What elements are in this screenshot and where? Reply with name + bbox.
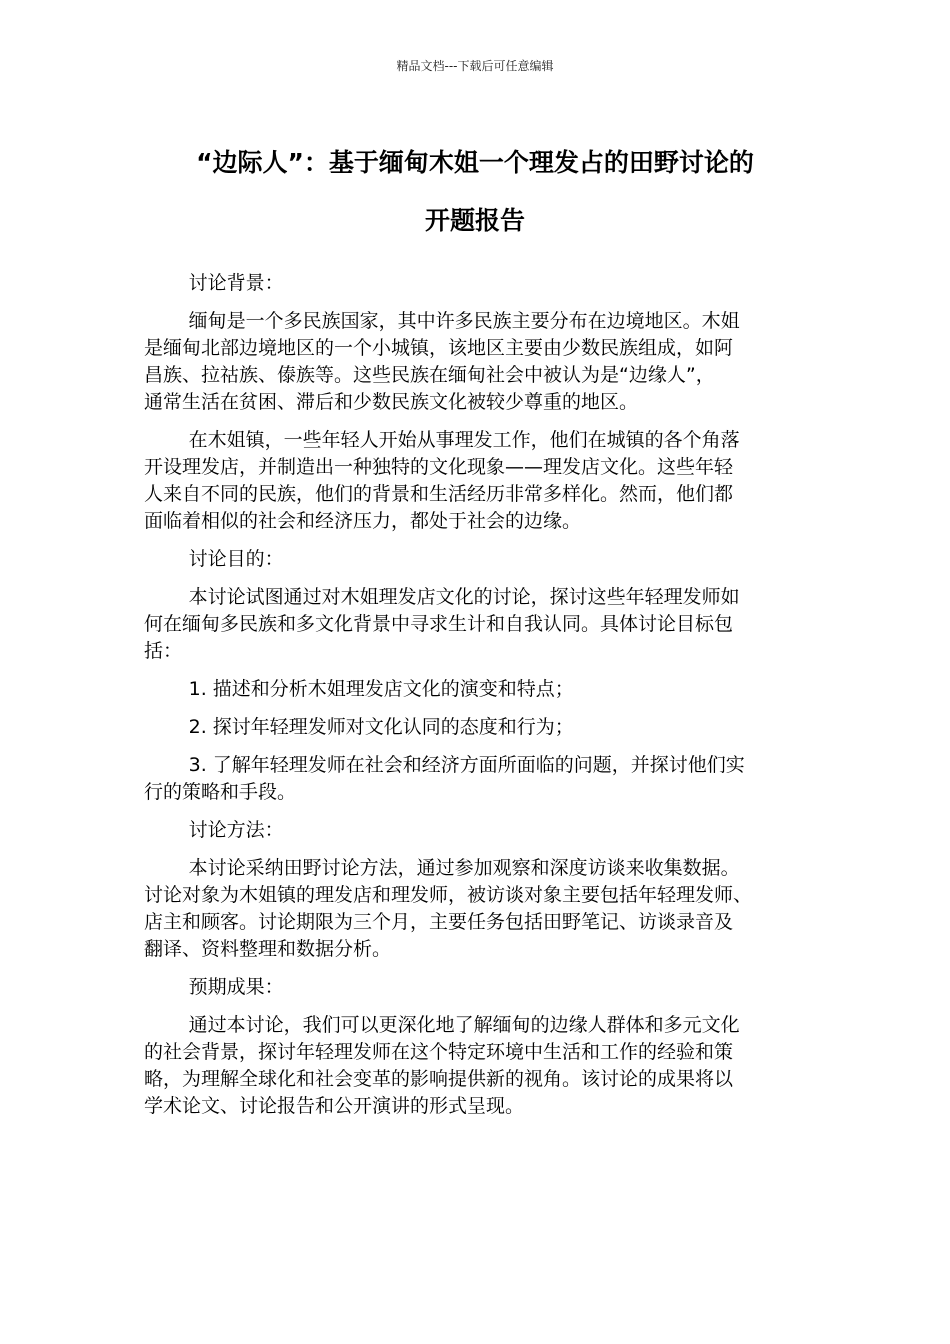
paragraph-method: 本讨论采纳田野讨论方法，通过参加观察和深度访谈来收集数据。 讨论对象为木姐镇的理发店和理发师，被访谈对象主要包括年轻理发师、 店主和顾客。讨论期限为三个月，主要任务包括田野笔记、访谈录音及 翻译、资料整理和数据分析。 [144, 857, 753, 960]
list-item-2: 2. 探讨年轻理发师对文化认同的态度和行为； [188, 716, 574, 738]
list-item-1: 1. 描述和分析木姐理发店文化的演变和特点； [188, 678, 574, 700]
paragraph-background-2: 在木姐镇，一些年轻人开始从事理发工作，他们在城镇的各个角落 开设理发店，并制造出一种独特的文化现象——理发店文化。这些年轻 人来自不同的民族，他们的背景和生活经历非常多样化。然而，他们都 面临着相似的社会和经济压力，都处于社会的边缘。 [144, 429, 740, 532]
list-item-3: 3. 了解年轻理发师在社会和经济方面所面临的问题，并探讨他们实 行的策略和手段。 [144, 754, 745, 803]
section-heading-outcome: 预期成果： [188, 976, 284, 998]
section-heading-background: 讨论背景： [188, 272, 284, 294]
section-heading-purpose: 讨论目的： [188, 548, 284, 570]
paragraph-purpose: 本讨论试图通过对木姐理发店文化的讨论，探讨这些年轻理发师如 何在缅甸多民族和多文化背景中寻求生计和自我认同。具体讨论目标包 括： [144, 586, 740, 662]
document-body [144, 270, 800, 1131]
section-heading-method: 讨论方法： [188, 819, 284, 841]
paragraph-background-1: 缅甸是一个多民族国家，其中许多民族主要分布在边境地区。木姐 是缅甸北部边境地区的一个小城镇，该地区主要由少数民族组成，如阿 昌族、拉祜族、傣族等。这些民族在缅甸社会中被认为是“边缘人”， 通常生活在贫困、滞后和少数民族文化被较少尊重的地区。 [144, 310, 740, 413]
title-line-1: “边际人”：基于缅甸木姐一个理发占的田野讨论的 [196, 148, 754, 177]
page-header: 精品文档---下载后可任意编辑 [396, 59, 554, 73]
document-title [140, 134, 810, 250]
title-line-2: 开题报告 [424, 206, 525, 235]
paragraph-outcome: 通过本讨论，我们可以更深化地了解缅甸的边缘人群体和多元文化 的社会背景，探讨年轻理发师在这个特定环境中生活和工作的经验和策 略，为理解全球化和社会变革的影响提供新的视角。该讨论的成果将以 学术论文、讨论报告和公开演讲的形式呈现。 [144, 1014, 740, 1117]
